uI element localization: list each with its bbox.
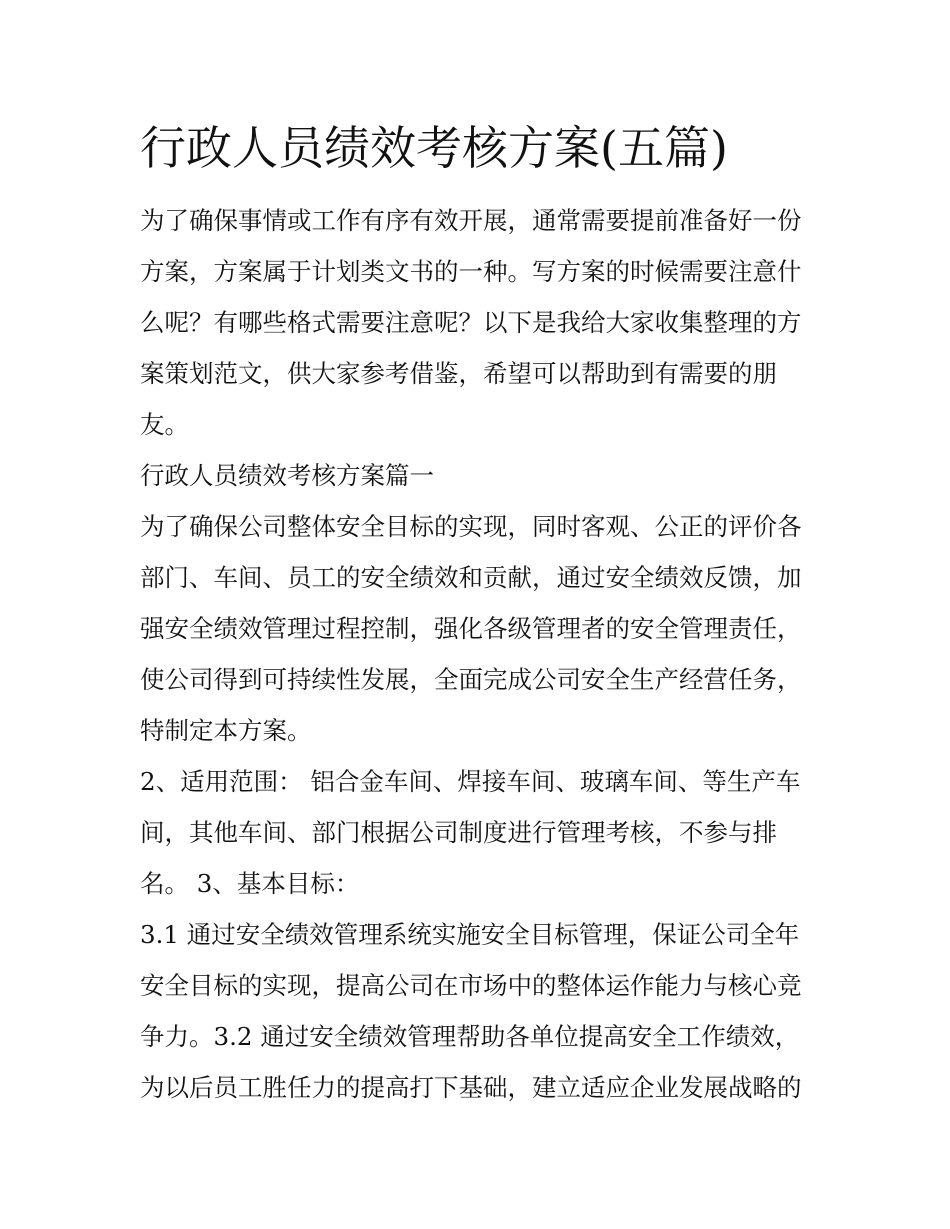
- paragraph-line: 名。 3、基本目标：: [140, 869, 360, 898]
- paragraph-line: 争力。3.2 通过安全绩效管理帮助各单位提高安全工作绩效，: [140, 1022, 800, 1051]
- paragraph-line: 特制定本方案。: [140, 716, 312, 745]
- paragraph-line: 强安全绩效管理过程控制，强化各级管理者的安全管理责任，: [140, 614, 802, 643]
- paragraph-line: 友。: [140, 410, 189, 439]
- section-heading: 行政人员绩效考核方案篇一: [140, 461, 434, 490]
- paragraph-line: 为了确保公司整体安全目标的实现，同时客观、公正的评价各: [140, 512, 802, 541]
- paragraph-line: 部门、车间、员工的安全绩效和贡献，通过安全绩效反馈，加: [140, 563, 802, 592]
- paragraph-line: 安全目标的实现，提高公司在市场中的整体运作能力与核心竞: [140, 971, 802, 1000]
- document-title: 行政人员绩效考核方案(五篇): [140, 121, 728, 175]
- paragraph-line: 为了确保事情或工作有序有效开展，通常需要提前准备好一份: [140, 206, 802, 235]
- paragraph-line: 方案，方案属于计划类文书的一种。写方案的时候需要注意什: [140, 257, 802, 286]
- paragraph-line: 2、适用范围： 铝合金车间、焊接车间、玻璃车间、等生产车: [140, 767, 801, 796]
- paragraph-line: 使公司得到可持续性发展，全面完成公司安全生产经营任务，: [140, 665, 802, 694]
- paragraph-line: 么呢？有哪些格式需要注意呢？以下是我给大家收集整理的方: [140, 308, 802, 337]
- paragraph-line: 为以后员工胜任力的提高打下基础，建立适应企业发展战略的: [140, 1073, 802, 1102]
- paragraph-line: 间，其他车间、部门根据公司制度进行管理考核，不参与排: [140, 818, 777, 847]
- paragraph-line: 案策划范文，供大家参考借鉴，希望可以帮助到有需要的朋: [140, 359, 777, 388]
- paragraph-line: 3.1 通过安全绩效管理系统实施安全目标管理，保证公司全年: [140, 920, 800, 949]
